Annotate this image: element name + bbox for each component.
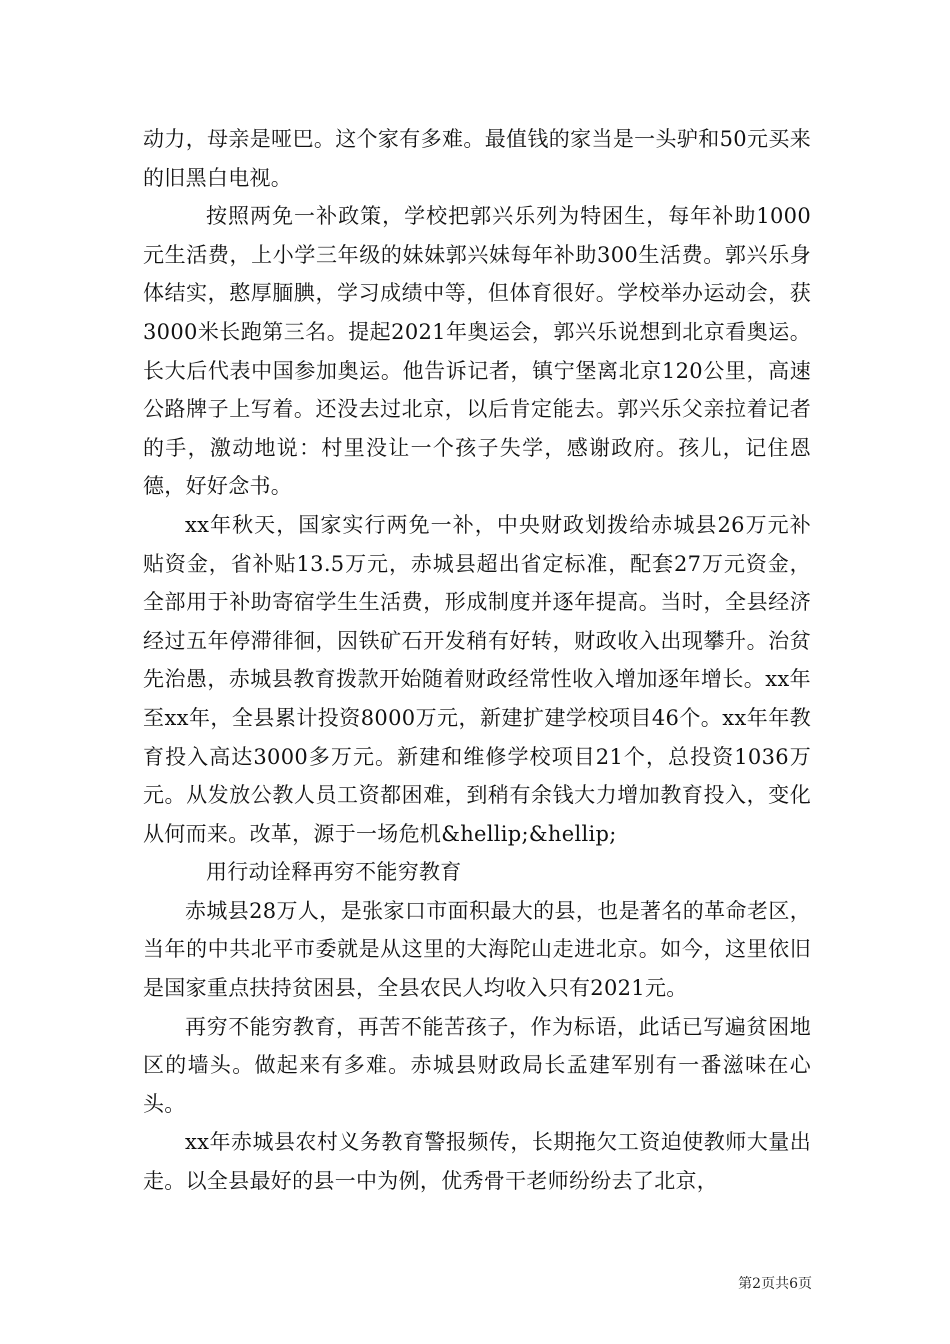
paragraph-autumn-funding: xx年秋天，国家实行两免一补，中央财政划拨给赤城县26万元补贴资金，省补贴13.5万元，赤城县超出省定标准，配套27万元资金，全部用于补助寄宿学生生活费，形成制度并逐年提高。当时，全县经济经过五年停滞徘徊，因铁矿石开发稍有好转，财政收入出现攀升。治贫先治愚，赤城县教育拨款开始随着财政经常性收入增加逐年增长。xx年至xx年，全县累计投资8000万元，新建扩建学校项目46个。xx年年教育投入高达3000多万元。新建和维修学校项目21个，总投资1036万元。从发放公教人员工资都困难，到稍有余钱大力增加教育投入，变化从何而来。改革，源于一场危机&hellip;&hellip; (143, 512, 811, 846)
paragraph-teacher-exodus: xx年赤城县农村义务教育警报频传，长期拖欠工资迫使教师大量出走。以全县最好的县一中为例，优秀骨干老师纷纷去了北京， (143, 1130, 811, 1194)
paragraph-subsidy-policy: 按照两免一补政策，学校把郭兴乐列为特困生，每年补助1000元生活费，上小学三年级的妹妹郭兴妹每年补助300生活费。郭兴乐身体结实，憨厚腼腆，学习成绩中等，但体育很好。学校举办运动会，获3000米长跑第三名。提起2021年奥运会，郭兴乐说想到北京看奥运。长大后代表中国参加奥运。他告诉记者，镇宁堡离北京120公里，高速公路牌子上写着。还没去过北京，以后肯定能去。郭兴乐父亲拉着记者的手，激动地说：村里没让一个孩子失学，感谢政府。孩儿，记住恩德，好好念书。 (143, 204, 811, 499)
page-number-footer: 第2页共6页 (738, 1276, 812, 1292)
document-body (143, 120, 811, 1201)
paragraph-slogan: 再穷不能穷教育，再苦不能苦孩子，作为标语，此话已写遍贫困地区的墙头。做起来有多难。赤城县财政局长孟建军别有一番滋味在心头。 (143, 1014, 811, 1116)
paragraph-chicheng-county: 赤城县28万人，是张家口市面积最大的县，也是著名的革命老区，当年的中共北平市委就是从这里的大海陀山走进北京。如今，这里依旧是国家重点扶持贫困县，全县农民人均收入只有2021元。 (143, 898, 811, 1001)
section-heading: 用行动诠释再穷不能穷教育 (206, 860, 462, 885)
paragraph-continuation: 动力，母亲是哑巴。这个家有多难。最值钱的家当是一头驴和50元买来的旧黑白电视。 (143, 127, 811, 190)
